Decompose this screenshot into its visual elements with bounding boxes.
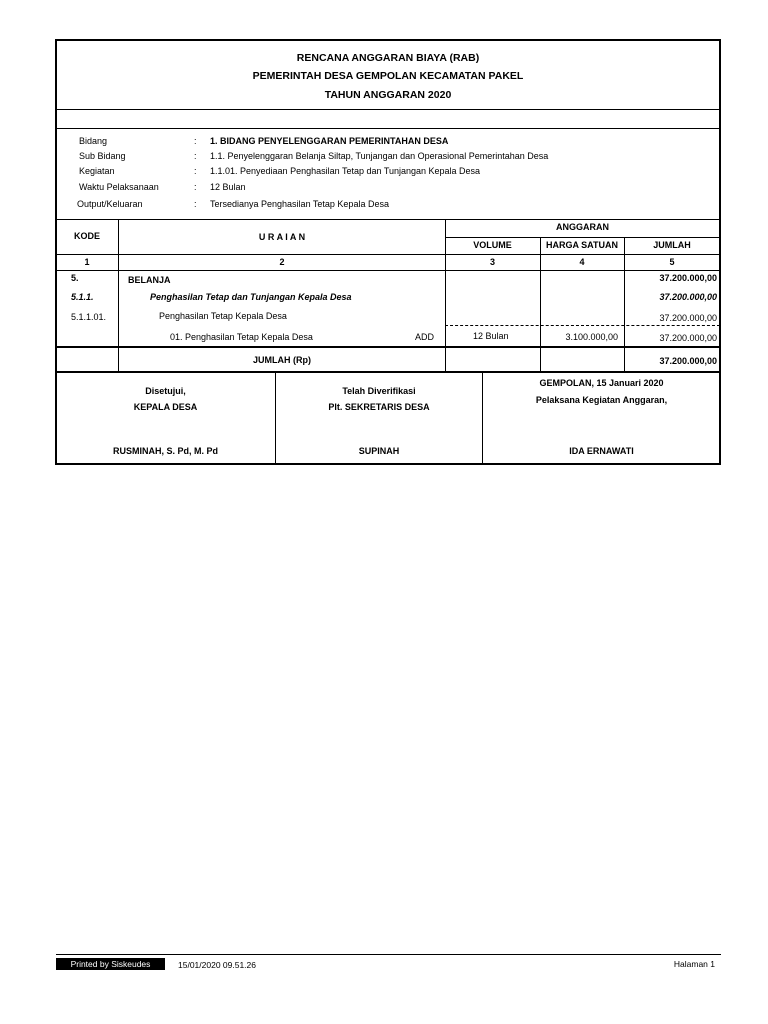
divider — [56, 109, 720, 110]
col-header-anggaran: ANGGARAN — [556, 222, 609, 232]
col-header-volume: VOLUME — [473, 240, 512, 250]
info-sep: : — [194, 166, 197, 176]
doc-subtitle-desa: PEMERINTAH DESA GEMPOLAN KECAMATAN PAKEL — [252, 70, 524, 82]
signature-name: SUPINAH — [358, 446, 400, 456]
doc-title: RENCANA ANGGARAN BIAYA (RAB) — [296, 52, 480, 64]
signature-caption: Telah Diverifikasi — [342, 386, 416, 396]
col-header-jumlah: JUMLAH — [653, 240, 691, 250]
row-kode: 5. — [71, 273, 79, 283]
signature-role: Pelaksana Kegiatan Anggaran, — [535, 395, 668, 405]
row-uraian: 01. Penghasilan Tetap Kepala Desa — [170, 332, 313, 342]
signature-role: Plt. SEKRETARIS DESA — [328, 402, 430, 412]
col-number: 5 — [669, 257, 675, 267]
info-label-sub-bidang: Sub Bidang — [79, 151, 126, 161]
row-jumlah: 37.200.000,00 — [659, 273, 717, 283]
col-header-harga: HARGA SATUAN — [546, 240, 618, 250]
row-uraian: BELANJA — [128, 275, 171, 285]
row-jumlah: 37.200.000,00 — [659, 292, 717, 302]
anggaran-divider — [445, 237, 720, 238]
col-header-kode: KODE — [73, 231, 100, 241]
row-harga-satuan: 3.100.000,00 — [565, 332, 618, 342]
col-number: 4 — [579, 257, 585, 267]
row-uraian: Penghasilan Tetap Kepala Desa — [159, 311, 287, 321]
info-value-waktu: 12 Bulan — [210, 182, 246, 192]
info-value-bidang: 1. BIDANG PENYELENGGARAN PEMERINTAHAN DESA — [210, 136, 449, 146]
signature-role: KEPALA DESA — [133, 402, 198, 412]
info-value-sub-bidang: 1.1. Penyelenggaran Belanja Siltap, Tunjangan dan Operasional Pemerintahan Desa — [210, 151, 549, 161]
signature-name: IDA ERNAWATI — [569, 446, 634, 456]
table-header-divider — [56, 254, 720, 255]
col-header-uraian: U R A I A N — [258, 232, 306, 242]
table-bottom — [56, 371, 720, 373]
row-dash-divider — [445, 325, 720, 326]
signature-caption: Disetujui, — [145, 386, 186, 396]
info-label-bidang: Bidang — [79, 136, 108, 146]
info-label-output: Output/Keluaran — [77, 199, 143, 209]
printed-by-badge: Printed by Siskeudes — [56, 958, 165, 970]
signature-place-date: GEMPOLAN, 15 Januari 2020 — [539, 378, 664, 388]
row-volume: 12 Bulan — [473, 331, 509, 341]
info-sep: : — [194, 182, 197, 192]
info-sep: : — [194, 151, 197, 161]
row-uraian: Penghasilan Tetap dan Tunjangan Kepala Desa — [150, 292, 352, 302]
row-jumlah: 37.200.000,00 — [659, 333, 717, 343]
table-top-border — [56, 219, 720, 220]
doc-subtitle-tahun: TAHUN ANGGARAN 2020 — [324, 89, 452, 101]
info-label-waktu: Waktu Pelaksanaan — [79, 182, 159, 192]
col-number: 3 — [489, 257, 495, 267]
info-label-kegiatan: Kegiatan — [79, 166, 115, 176]
divider — [56, 128, 720, 129]
total-value: 37.200.000,00 — [659, 356, 717, 366]
table-number-divider — [56, 270, 720, 271]
col-number: 2 — [279, 257, 285, 267]
signature-name: RUSMINAH, S. Pd, M. Pd — [112, 446, 218, 456]
info-sep: : — [194, 199, 197, 209]
footer-rule — [56, 954, 721, 955]
print-timestamp: 15/01/2020 09.51.26 — [178, 960, 256, 970]
col-number: 1 — [84, 257, 90, 267]
row-jumlah: 37.200.000,00 — [659, 313, 717, 323]
info-value-kegiatan: 1.1.01. Penyediaan Penghasilan Tetap dan Tunjangan Kepala Desa — [210, 166, 481, 176]
row-kode: 5.1.1.01. — [71, 312, 107, 322]
page-number: Halaman 1 — [673, 959, 715, 969]
row-sumber-dana: ADD — [415, 332, 435, 342]
total-label: JUMLAH (Rp) — [253, 355, 311, 365]
info-value-output: Tersedianya Penghasilan Tetap Kepala Desa — [210, 199, 389, 209]
row-kode: 5.1.1. — [71, 292, 94, 302]
info-sep: : — [194, 136, 197, 146]
table-body-bottom — [56, 346, 720, 348]
